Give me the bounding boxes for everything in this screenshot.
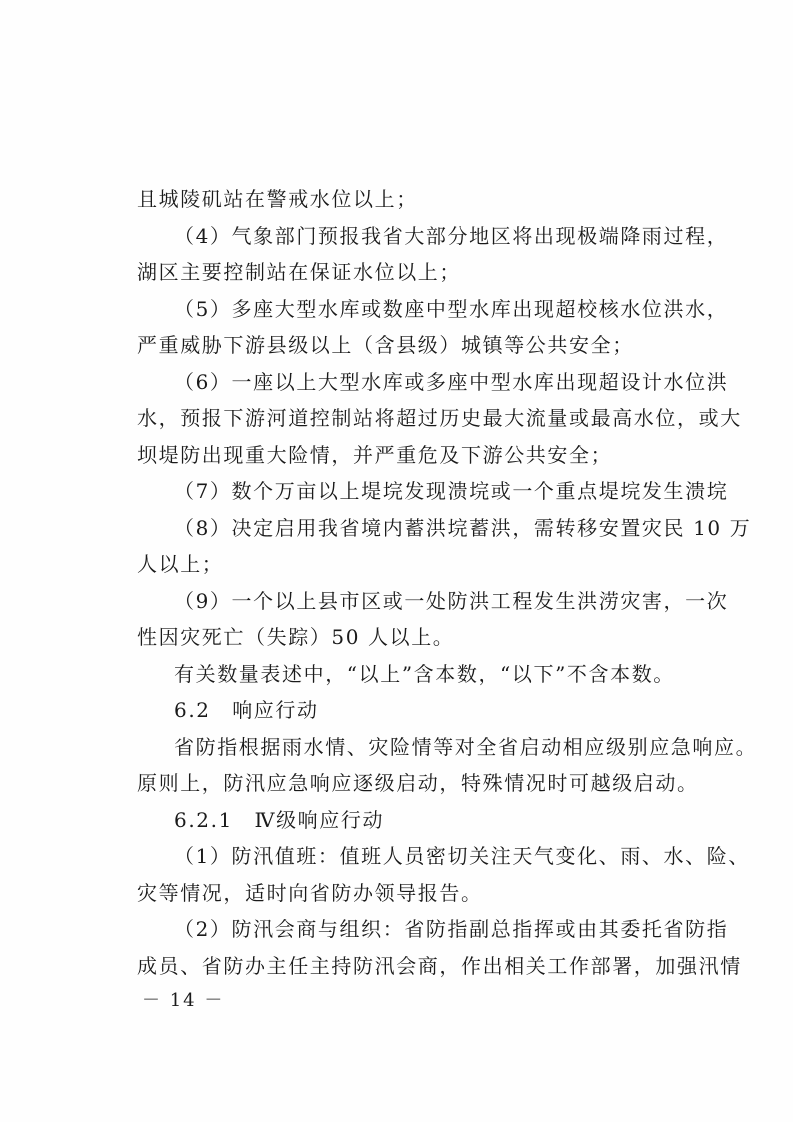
- paragraph-line-14: 有关数量表述中，“以上”含本数，“以下”不含本数。: [174, 662, 675, 686]
- paragraph-line-16: 省防指根据雨水情、灾险情等对全省启动相应级别应急响应。: [174, 735, 758, 759]
- paragraph-line-10: （8）决定启用我省境内蓄洪垸蓄洪，需转移安置灾民 10 万: [174, 516, 752, 540]
- paragraph-line-20: 灾等情况，适时向省防办领导报告。: [137, 881, 483, 905]
- paragraph-line-2: （4）气象部门预报我省大部分地区将出现极端降雨过程，: [174, 224, 729, 248]
- section-heading-6-2: 6.2 响应行动: [174, 698, 319, 722]
- page-number: － 14 －: [142, 990, 225, 1011]
- paragraph-line-11: 人以上；: [137, 552, 224, 576]
- paragraph-line-12: （9）一个以上县市区或一处防洪工程发生洪涝灾害，一次: [174, 589, 729, 613]
- paragraph-line-17: 原则上，防汛应急响应逐级启动，特殊情况时可越级启动。: [137, 771, 699, 795]
- paragraph-line-7: 水，预报下游河道控制站将超过历史最大流量或最高水位，或大: [137, 406, 742, 430]
- paragraph-line-8: 坝堤防出现重大险情，并严重危及下游公共安全；: [137, 443, 613, 467]
- paragraph-line-22: 成员、省防办主任主持防汛会商，作出相关工作部署，加强汛情: [137, 954, 742, 978]
- paragraph-line-9: （7）数个万亩以上堤垸发现溃垸或一个重点堤垸发生溃垸: [174, 479, 729, 503]
- paragraph-line-4: （5）多座大型水库或数座中型水库出现超校核水位洪水，: [174, 297, 729, 321]
- paragraph-line-6: （6）一座以上大型水库或多座中型水库出现超设计水位洪: [174, 370, 729, 394]
- paragraph-line-19: （1）防汛值班：值班人员密切关注天气变化、雨、水、险、: [174, 844, 750, 868]
- paragraph-line-1: 且城陵矶站在警戒水位以上；: [137, 187, 418, 211]
- section-heading-6-2-1: 6.2.1 Ⅳ级响应行动: [174, 808, 385, 832]
- paragraph-line-13: 性因灾死亡（失踪）50 人以上。: [137, 625, 455, 649]
- paragraph-line-21: （2）防汛会商与组织：省防指副总指挥或由其委托省防指: [174, 917, 729, 941]
- paragraph-line-5: 严重威胁下游县级以上（含县级）城镇等公共安全；: [137, 333, 634, 357]
- paragraph-line-3: 湖区主要控制站在保证水位以上；: [137, 260, 461, 284]
